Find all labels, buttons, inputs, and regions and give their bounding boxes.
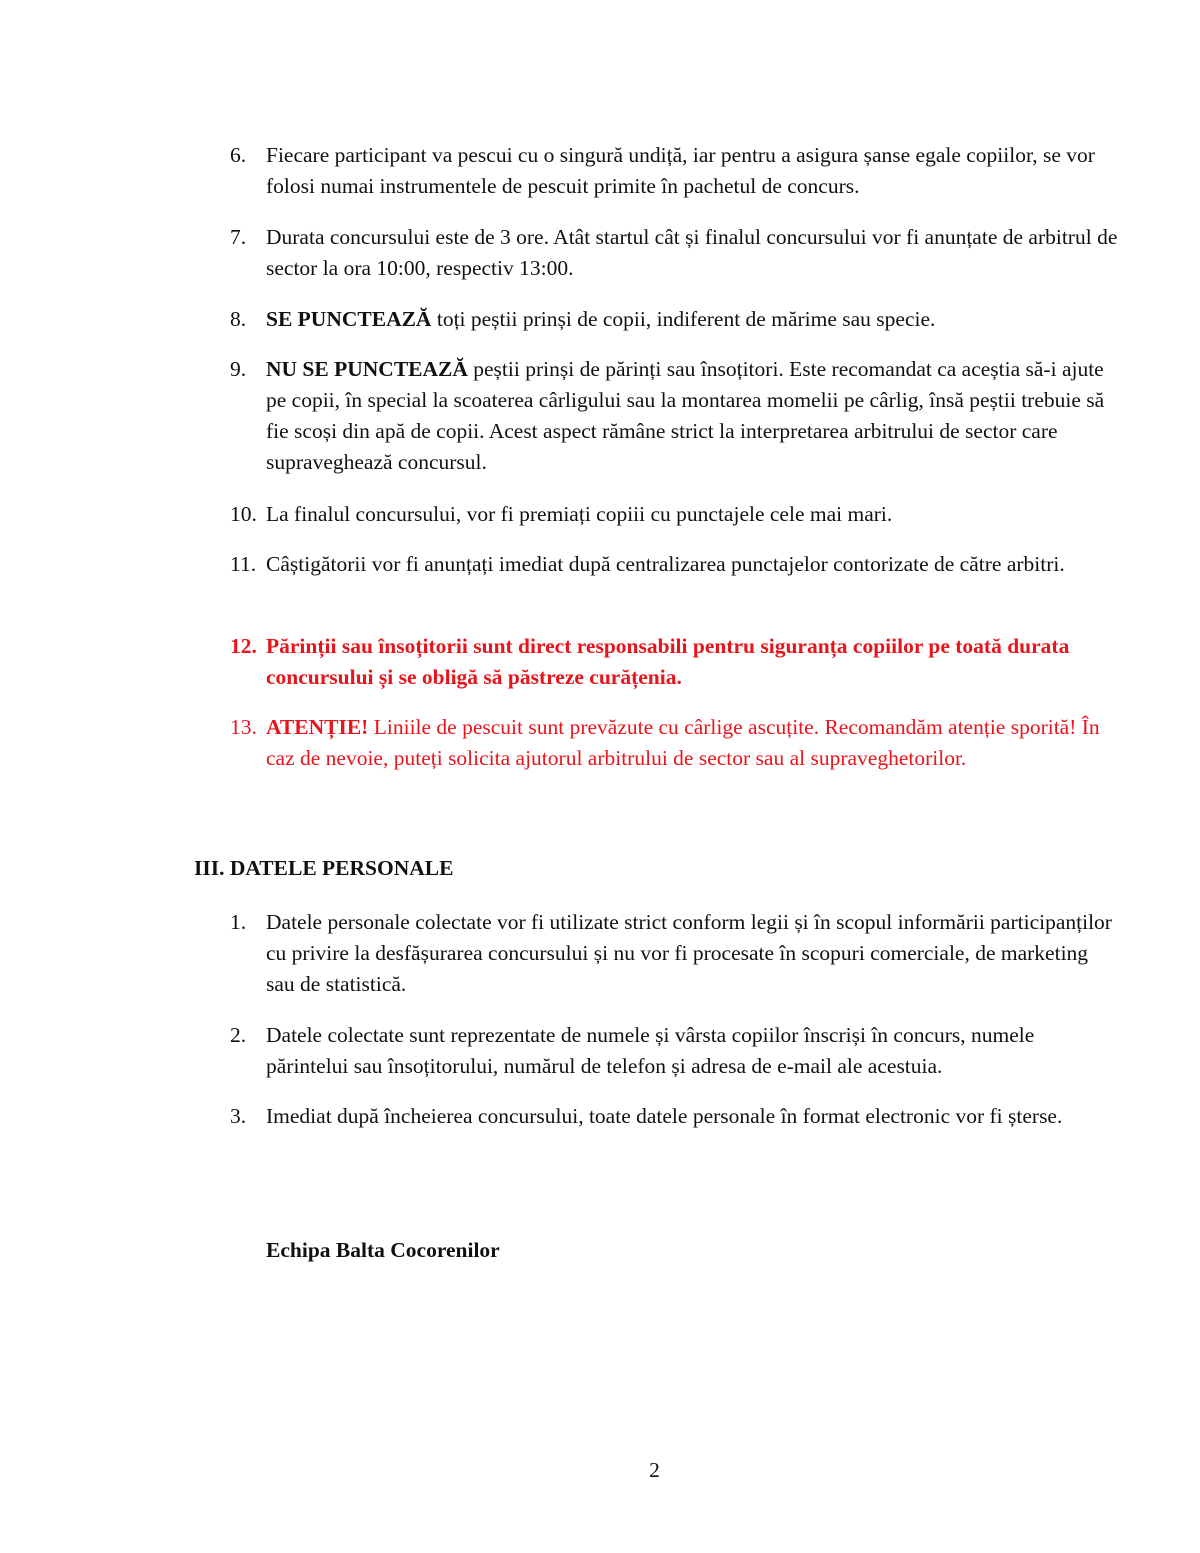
rule-number: 11. bbox=[230, 552, 257, 576]
rule-text: Fiecare participant va pescui cu o singură undiță, iar pentru a asigura șanse egale copiilor, se vor folosi numai instrumentele de pescuit primite în pachetul de concurs. bbox=[266, 143, 1095, 198]
item-number: 1. bbox=[230, 910, 247, 934]
rule-emphasis: SE PUNCTEAZĂ bbox=[266, 307, 432, 331]
rule-text-rest: toți peștii prinși de copii, indiferent de mărime sau specie. bbox=[431, 307, 936, 331]
rule-text bbox=[266, 354, 1120, 478]
rule-8 bbox=[230, 304, 1120, 335]
rule-number: 12. bbox=[230, 634, 257, 658]
rule-number: 10. bbox=[230, 502, 257, 526]
rule-emphasis: NU SE PUNCTEAZĂ bbox=[266, 357, 468, 381]
item-text: Imediat după încheierea concursului, toate datele personale în format electronic vor fi șterse. bbox=[266, 1104, 1063, 1128]
rule-text bbox=[266, 712, 1120, 774]
rule-number: 8. bbox=[230, 307, 247, 331]
rule-text: Durata concursului este de 3 ore. Atât startul cât și finalul concursului vor fi anunțate de arbitrul de sector la ora 10:00, respectiv 13:00. bbox=[266, 225, 1118, 280]
signature: Echipa Balta Cocorenilor bbox=[266, 1238, 500, 1262]
rule-text-rest: Liniile de pescuit sunt prevăzute cu cârlige ascuțite. Recomandăm atenție sporită! În caz de nevoie, puteți solicita ajutorul arbitrului de sector sau al supraveghetorilor. bbox=[266, 715, 1100, 770]
rule-text bbox=[266, 304, 1120, 335]
page-number: 2 bbox=[649, 1458, 660, 1482]
section-heading: III. DATELE PERSONALE bbox=[194, 856, 454, 880]
rule-text: La finalul concursului, vor fi premiați copiii cu punctajele cele mai mari. bbox=[266, 502, 893, 526]
personal-data-item-1 bbox=[230, 907, 1120, 1000]
rule-number: 9. bbox=[230, 357, 247, 381]
rule-number: 13. bbox=[230, 715, 257, 739]
rule-6 bbox=[230, 140, 1120, 202]
item-number: 2. bbox=[230, 1023, 247, 1047]
personal-data-item-3 bbox=[230, 1101, 1120, 1132]
rule-13-attention bbox=[230, 712, 1120, 774]
rule-10 bbox=[230, 499, 1120, 530]
rule-emphasis: ATENȚIE! bbox=[266, 715, 369, 739]
personal-data-item-2 bbox=[230, 1020, 1120, 1082]
rule-7 bbox=[230, 222, 1120, 284]
rule-9 bbox=[230, 354, 1120, 478]
rule-12-safety-warning bbox=[230, 631, 1120, 693]
rule-text: Părinții sau însoțitorii sunt direct responsabili pentru siguranța copiilor pe toată durata concursului și se obligă să păstreze curățenia. bbox=[266, 634, 1070, 689]
item-number: 3. bbox=[230, 1104, 247, 1128]
rule-number: 7. bbox=[230, 225, 247, 249]
rule-11 bbox=[230, 549, 1120, 580]
item-text: Datele personale colectate vor fi utilizate strict conform legii și în scopul informării participanților cu privire la desfășurarea concursului și nu vor fi procesate în scopuri comerciale, de marketing sau de statistică. bbox=[266, 910, 1112, 996]
item-text: Datele colectate sunt reprezentate de numele și vârsta copiilor înscriși în concurs, numele părintelui sau însoțitorului, numărul de telefon și adresa de e-mail ale acestuia. bbox=[266, 1023, 1035, 1078]
rule-text: Câștigătorii vor fi anunțați imediat după centralizarea punctajelor contorizate de către arbitri. bbox=[266, 552, 1065, 576]
rule-number: 6. bbox=[230, 143, 247, 167]
rule-text-rest: peștii prinși de părinți sau însoțitori. Este recomandat ca aceștia să-i ajute pe copii, în special la scoaterea cârligului sau la montarea momelii pe cârlig, însă peștii trebuie să fie scoși din apă de copii. Acest aspect rămâne strict la interpretarea arbitrului de sector care supraveghează concursul. bbox=[266, 357, 1105, 474]
